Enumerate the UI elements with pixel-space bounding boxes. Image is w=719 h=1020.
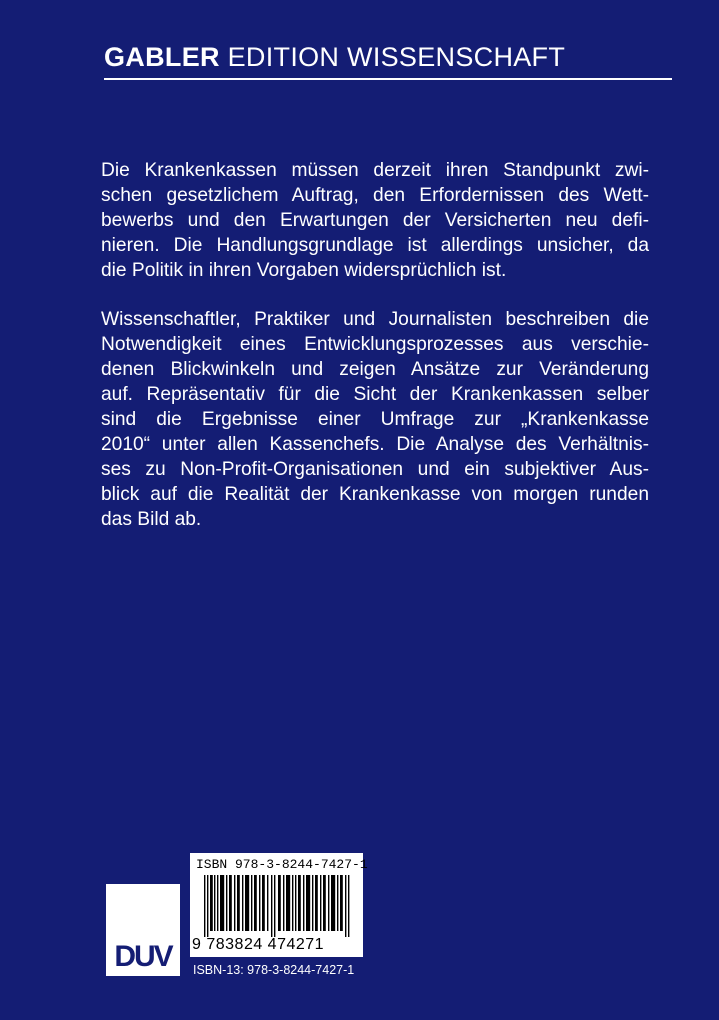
blurb-line: das Bild ab.: [101, 509, 202, 530]
blurb-paragraph-1: [101, 158, 649, 283]
barcode-digits: 9 783824 474271: [192, 936, 325, 953]
blurb-line: schen gesetzlichem Auftrag, den Erfordernissen des Wett-: [101, 185, 649, 206]
series-title: [104, 42, 565, 73]
blurb-line: nieren. Die Handlungsgrundlage ist allerdings unsicher, da: [101, 235, 649, 256]
isbn-13-label: ISBN-13: 978-3-8244-7427-1: [193, 963, 355, 977]
series-name: EDITION WISSENSCHAFT: [227, 42, 566, 72]
blurb-text: [101, 158, 649, 556]
barcode-isbn-label: ISBN 978-3-8244-7427-1: [196, 857, 368, 872]
blurb-line: sind die Ergebnisse einer Umfrage zur „Krankenkasse: [101, 409, 649, 430]
blurb-line: Notwendigkeit eines Entwicklungsprozesses aus verschie-: [101, 334, 649, 355]
barcode-bars: [204, 875, 354, 937]
publisher-logo-text: DUV: [114, 940, 172, 973]
blurb-line: 2010“ unter allen Kassenchefs. Die Analyse des Verhältnis-: [101, 434, 649, 455]
blurb-line: denen Blickwinkeln und zeigen Ansätze zur Veränderung: [101, 359, 649, 380]
blurb-line: Die Krankenkassen müssen derzeit ihren Standpunkt zwi-: [101, 160, 649, 181]
blurb-line: auf. Repräsentativ für die Sicht der Krankenkassen selber: [101, 384, 649, 405]
blurb-paragraph-2: [101, 307, 649, 532]
blurb-line: die Politik in ihren Vorgaben widersprüchlich ist.: [101, 260, 507, 281]
blurb-line: blick auf die Realität der Krankenkasse von morgen runden: [101, 484, 649, 505]
barcode: [190, 853, 368, 957]
header-rule: [104, 78, 672, 80]
blurb-line: Wissenschaftler, Praktiker und Journalisten beschreiben die: [101, 309, 649, 330]
series-brand: GABLER: [104, 42, 220, 72]
publisher-logo: [106, 884, 180, 976]
blurb-line: bewerbs und den Erwartungen der Versicherten neu defi-: [101, 210, 649, 231]
blurb-line: ses zu Non-Profit-Organisationen und ein subjektiver Aus-: [101, 459, 649, 480]
